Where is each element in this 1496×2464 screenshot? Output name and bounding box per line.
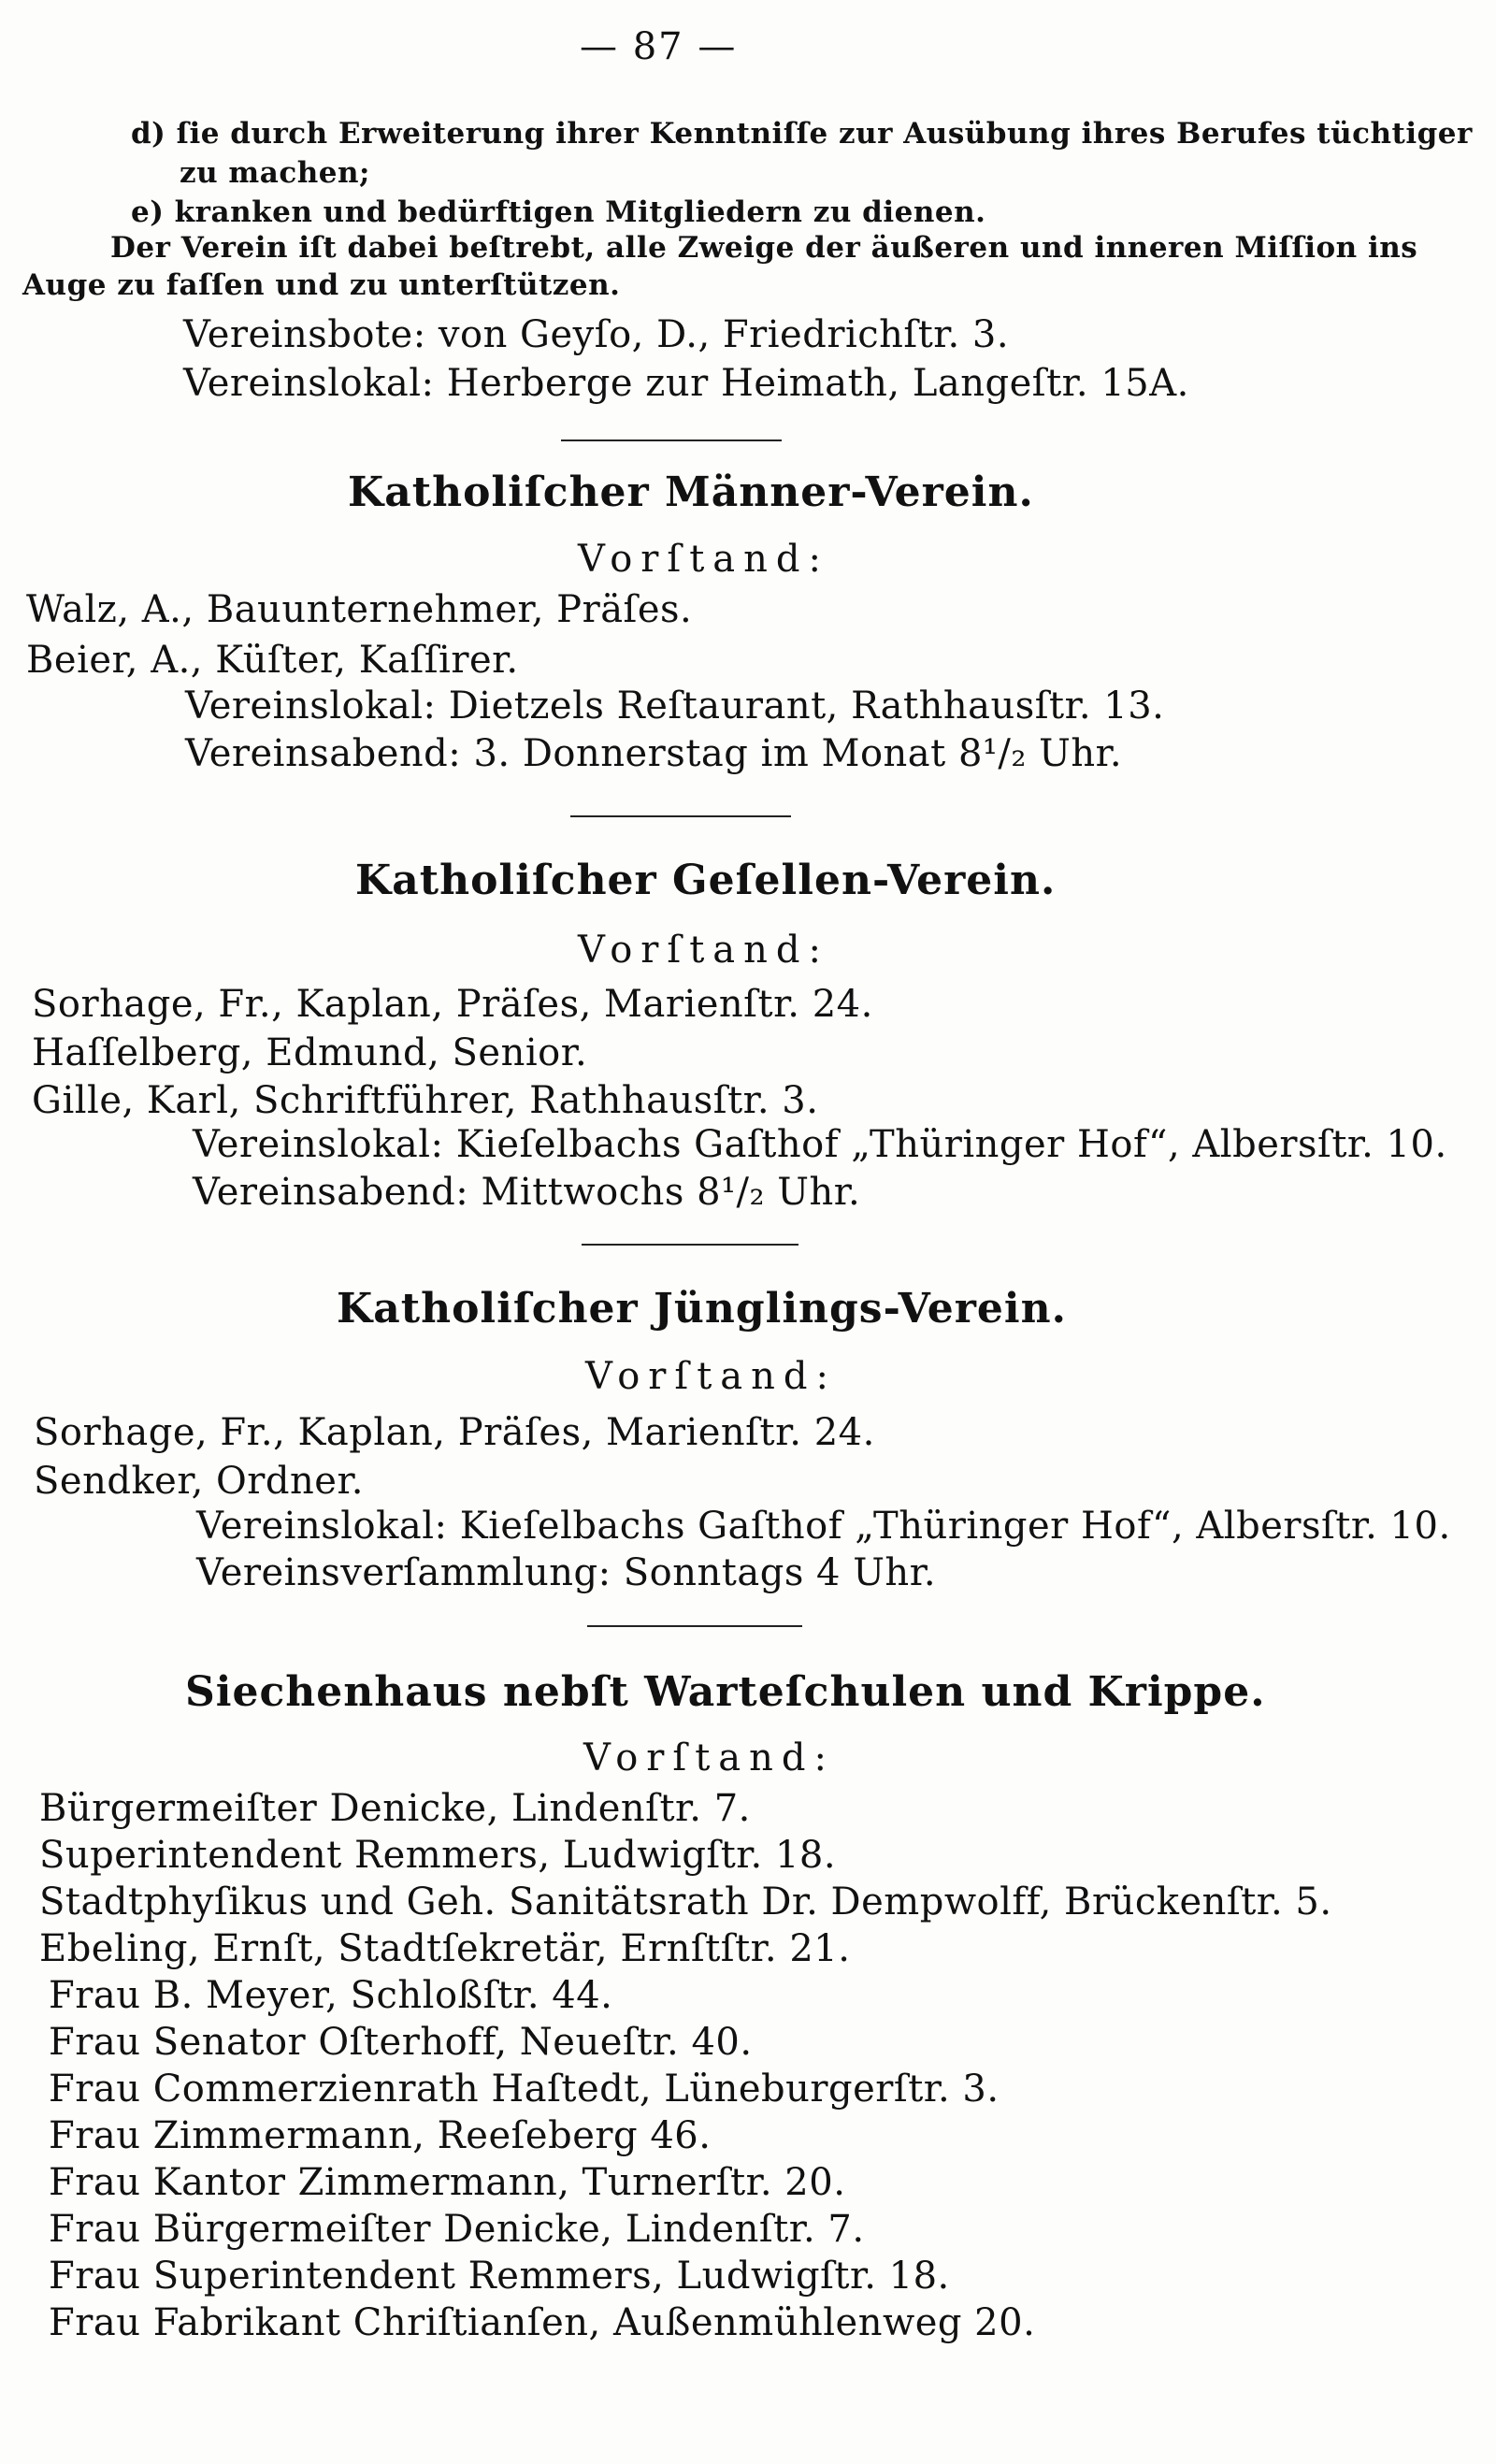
list-item-d-line1: d) ſie durch Erweiterung ihrer Kenntniſſe zur Ausübung ihres Berufes tüchtiger (131, 117, 1473, 151)
vereinsabend-line: Vereinsabend: Mittwochs 8¹/₂ Uhr. (193, 1171, 861, 1214)
member-entry: Bürgermeiſter Denicke, Lindenſtr. 7. (39, 1787, 751, 1830)
vorstand-heading: Vorſtand: (578, 538, 829, 581)
vorstand-heading: Vorſtand: (585, 1355, 837, 1398)
member-entry: Frau Commerzienrath Haſtedt, Lüneburgerſtr. 3. (49, 2068, 1000, 2111)
member-entry: Frau Kantor Zimmermann, Turnerſtr. 20. (49, 2161, 846, 2204)
vereinslokal-line: Vereinslokal: Herberge zur Heimath, Langeſtr. 15A. (183, 362, 1189, 405)
member-entry: Superintendent Remmers, Ludwigſtr. 18. (39, 1834, 837, 1877)
vereinslokal-line: Vereinslokal: Kieſelbachs Gaſthof „Thüringer Hof“, Albersſtr. 10. (196, 1505, 1451, 1548)
vereinsversammlung-line: Vereinsverſammlung: Sonntags 4 Uhr. (196, 1551, 937, 1594)
section-title: Katholiſcher Jünglings-Verein. (337, 1285, 1067, 1333)
paragraph-line1: Der Verein iſt dabei beſtrebt, alle Zweige der äußeren und inneren Miſſion ins (110, 231, 1418, 265)
vorstand-heading: Vorſtand: (578, 929, 829, 972)
list-item-d-line2: zu machen; (180, 156, 370, 190)
list-item-e: e) kranken und bedürftigen Mitgliedern zu dienen. (131, 195, 986, 229)
section-divider (582, 1244, 798, 1246)
member-entry: Sendker, Ordner. (34, 1460, 364, 1503)
vereinslokal-line: Vereinslokal: Kieſelbachs Gaſthof „Thüringer Hof“, Albersſtr. 10. (193, 1123, 1447, 1166)
member-entry: Frau Zimmermann, Reeſeberg 46. (49, 2114, 712, 2157)
member-entry: Frau Superintendent Remmers, Ludwigſtr. 18. (49, 2255, 950, 2298)
member-entry: Frau Bürgermeiſter Denicke, Lindenſtr. 7. (49, 2208, 865, 2251)
section-title: Siechenhaus nebſt Warteſchulen und Krippe. (185, 1668, 1266, 1716)
member-entry: Frau Senator Oſterhoff, Neueſtr. 40. (49, 2021, 753, 2064)
member-entry: Haſſelberg, Edmund, Senior. (32, 1031, 588, 1074)
member-entry: Beier, A., Küſter, Kaſſirer. (26, 639, 519, 682)
member-entry: Frau B. Meyer, Schloßſtr. 44. (49, 1974, 613, 2017)
member-entry: Gille, Karl, Schriftführer, Rathhausſtr. 3. (32, 1079, 819, 1122)
member-entry: Sorhage, Fr., Kaplan, Präſes, Marienſtr. 24. (32, 983, 873, 1026)
vereinsabend-line: Vereinsabend: 3. Donnerstag im Monat 8¹/₂ Uhr. (185, 732, 1123, 775)
member-entry: Ebeling, Ernſt, Stadtſekretär, Ernſtſtr. 21. (39, 1927, 851, 1970)
section-divider (587, 1625, 802, 1627)
vereinslokal-line: Vereinslokal: Dietzels Reſtaurant, Rathhausſtr. 13. (185, 684, 1165, 728)
section-divider (561, 439, 782, 441)
member-entry: Walz, A., Bauunternehmer, Präſes. (26, 588, 693, 631)
member-entry: Stadtphyſikus und Geh. Sanitätsrath Dr. Dempwolff, Brückenſtr. 5. (39, 1880, 1332, 1924)
vorstand-heading: Vorſtand: (583, 1736, 835, 1780)
member-entry: Frau Fabrikant Chriſtianſen, Außenmühlenweg 20. (49, 2301, 1036, 2344)
section-title: Katholiſcher Männer-Verein. (348, 468, 1034, 516)
page-number: — 87 — (580, 25, 738, 68)
vereinsbote-line: Vereinsbote: von Geyſo, D., Friedrichſtr. 3. (183, 313, 1010, 356)
section-title: Katholiſcher Geſellen-Verein. (355, 857, 1057, 904)
section-divider (570, 815, 791, 817)
member-entry: Sorhage, Fr., Kaplan, Präſes, Marienſtr. 24. (34, 1411, 875, 1454)
paragraph-line2: Auge zu faſſen und zu unterſtützen. (22, 268, 621, 302)
